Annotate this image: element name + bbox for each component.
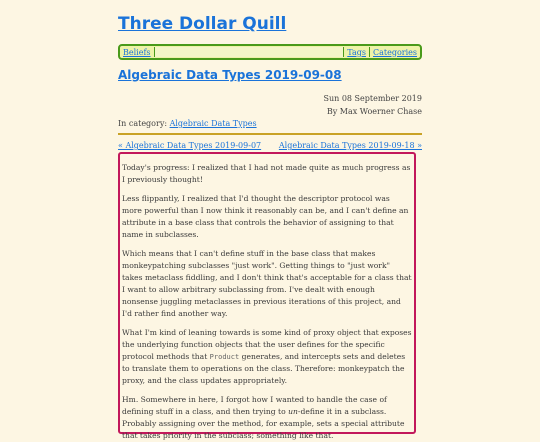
prev-post-link[interactable]: « Algebraic Data Types 2019-09-07 <box>118 141 262 150</box>
post-category <box>118 119 257 128</box>
nav-beliefs-link[interactable]: Beliefs <box>123 47 151 57</box>
paragraph <box>122 327 412 387</box>
divider <box>118 133 422 135</box>
emphasis: un <box>288 407 298 416</box>
post-author: By Max Woerner Chase <box>326 107 422 116</box>
paragraph: Today's progress: I realized that I had not made quite as much progress as I previously thought! <box>122 163 411 184</box>
nav-categories-link[interactable]: Categories <box>373 47 417 57</box>
nav-spacer <box>155 47 344 57</box>
inline-code: Product <box>209 353 240 361</box>
site-title-link[interactable]: Three Dollar Quill <box>118 14 287 34</box>
post-date: Sun 08 September 2019 <box>323 94 422 103</box>
nav-bar <box>118 44 422 60</box>
paragraph-text: What I'm kind of leaning towards is some kind of proxy object that exposes the underlying function objects that the user defines for the specific protocol methods that <box>122 328 412 361</box>
category-link[interactable]: Algebraic Data Types <box>169 119 257 128</box>
paragraph-text: -define it in a subclass. Probably assigning over the method, for example, sets a special attribute that takes priority in the subclass; something like that. <box>122 407 405 440</box>
next-post-link[interactable]: Algebraic Data Types 2019-09-18 » <box>278 141 422 150</box>
post-content <box>118 152 416 440</box>
paragraph-text: Hm. Somewhere in here, I forgot how I wanted to handle the case of defining stuff in a class, and then trying to <box>122 395 387 416</box>
post-title-link[interactable]: Algebraic Data Types 2019-09-08 <box>118 68 342 82</box>
nav-tags-link[interactable]: Tags <box>347 47 366 57</box>
paragraph <box>122 394 412 442</box>
category-prefix: In category: <box>118 119 168 128</box>
paragraph: Less flippantly, I realized that I'd thought the descriptor protocol was more powerful than I now think it reasonably can be, and I can't define an attribute in a base class that controls the behavior of assigning to that name in subclasses. <box>122 194 409 239</box>
paragraph-text: generates, and intercepts sets and deletes to translate them to operations on the class. Therefore: monkeypatch the proxy, and the class updates appropriately. <box>122 352 406 385</box>
paragraph: Which means that I can't define stuff in the base class that makes monkeypatching subclasses "just work". Getting things to "just work" takes metaclass fiddling, and I don't think that's acceptable for a class that I want to allow arbitrary subclassing from. I've dealt with enough nonsense juggling metaclasses in previous iterations of this project, and I'd rather find another way. <box>122 249 412 318</box>
